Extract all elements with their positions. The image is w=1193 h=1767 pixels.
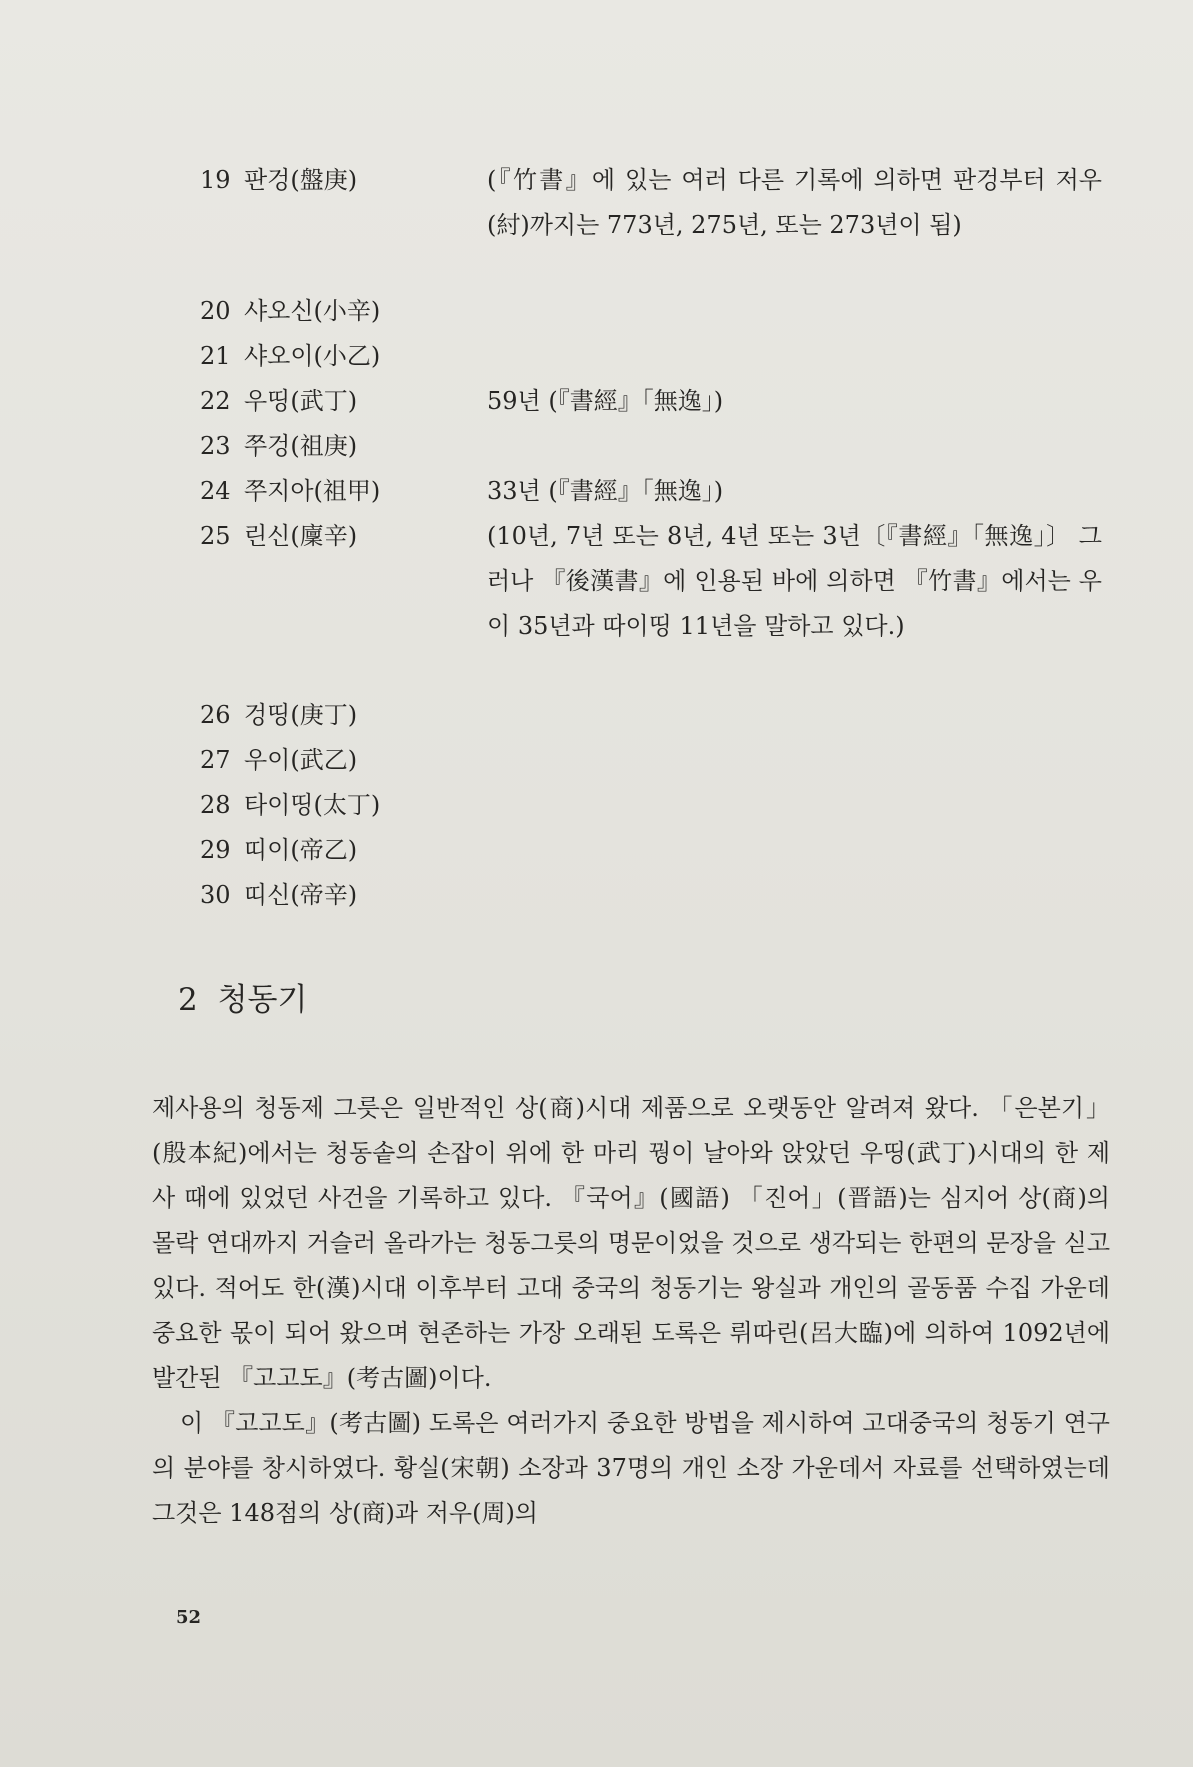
page-number: 52 <box>176 1607 202 1628</box>
section-number: 2 <box>178 982 198 1018</box>
king-number: 20 <box>200 297 231 325</box>
king-number: 27 <box>200 746 231 774</box>
note-zu-jia: 33년 (『書經』「無逸」) <box>487 477 724 505</box>
king-name: 샤오신(小辛) <box>244 297 381 325</box>
body-text <box>152 1086 1110 1536</box>
king-name: 우이(武乙) <box>244 746 358 774</box>
king-name: 쭈겅(祖庚) <box>244 432 358 460</box>
note-lin-xin: (10년, 7년 또는 8년, 4년 또는 3년〔『書經』「無逸」〕 그러나 『後漢書』에 인용된 바에 의하면 『竹書』에서는 우이 35년과 따이띵 11년을 말하고 있다.) <box>487 522 1102 640</box>
king-name: 띠신(帝辛) <box>244 881 358 909</box>
section-title: 청동기 <box>217 982 308 1018</box>
paragraph-1: 제사용의 청동제 그릇은 일반적인 상(商)시대 제품으로 오랫동안 알려져 왔다. 「은본기」(殷本紀)에서는 청동솥의 손잡이 위에 한 마리 꿩이 날아와 앉았던 우띵(武丁)시대의 한 제사 때에 있었던 사건을 기록하고 있다. 『국어』(國語) 「진어」(晋語)는 심지어 상(商)의 몰락 연대까지 거슬러 올라가는 청동그릇의 명문이었을 것으로 생각되는 한편의 문장을 싣고 있다. 적어도 한(漢)시대 이후부터 고대 중국의 청동기는 왕실과 개인의 골동품 수집 가운데 중요한 몫이 되어 왔으며 현존하는 가장 오래된 도록은 뤼따린(呂大臨)에 의하여 1092년에 발간된 『고고도』(考古圖)이다. <box>152 1094 1110 1392</box>
king-number: 29 <box>200 836 231 864</box>
king-name: 샤오이(小乙) <box>244 342 381 370</box>
king-number: 28 <box>200 791 231 819</box>
king-number: 19 <box>200 166 231 194</box>
king-name: 판겅(盤庚) <box>244 166 358 194</box>
king-name: 겅띵(庚丁) <box>244 701 358 729</box>
king-name: 타이띵(太丁) <box>244 791 381 819</box>
note-pan-geng: (『竹書』에 있는 여러 다른 기록에 의하면 판겅부터 저우(紂)까지는 773년, 275년, 또는 273년이 됨) <box>487 166 1102 239</box>
king-number: 24 <box>200 477 231 505</box>
king-number: 22 <box>200 387 231 415</box>
paragraph-2: 이 『고고도』(考古圖) 도록은 여러가지 중요한 방법을 제시하여 고대중국의 청동기 연구의 분야를 창시하였다. 황실(宋朝) 소장과 37명의 개인 소장 가운데서 자료를 선택하였는데 그것은 148점의 상(商)과 저우(周)의 <box>152 1409 1110 1527</box>
king-number: 21 <box>200 342 231 370</box>
king-name: 우띵(武丁) <box>244 387 358 415</box>
king-name: 띠이(帝乙) <box>244 836 358 864</box>
king-number: 26 <box>200 701 231 729</box>
note-wu-ding: 59년 (『書經』「無逸」) <box>487 387 724 415</box>
king-number: 25 <box>200 522 231 550</box>
king-number: 23 <box>200 432 231 460</box>
section-heading <box>178 978 307 1022</box>
king-name: 쭈지아(祖甲) <box>244 477 381 505</box>
king-name: 린신(廩辛) <box>244 522 358 550</box>
king-number: 30 <box>200 881 231 909</box>
